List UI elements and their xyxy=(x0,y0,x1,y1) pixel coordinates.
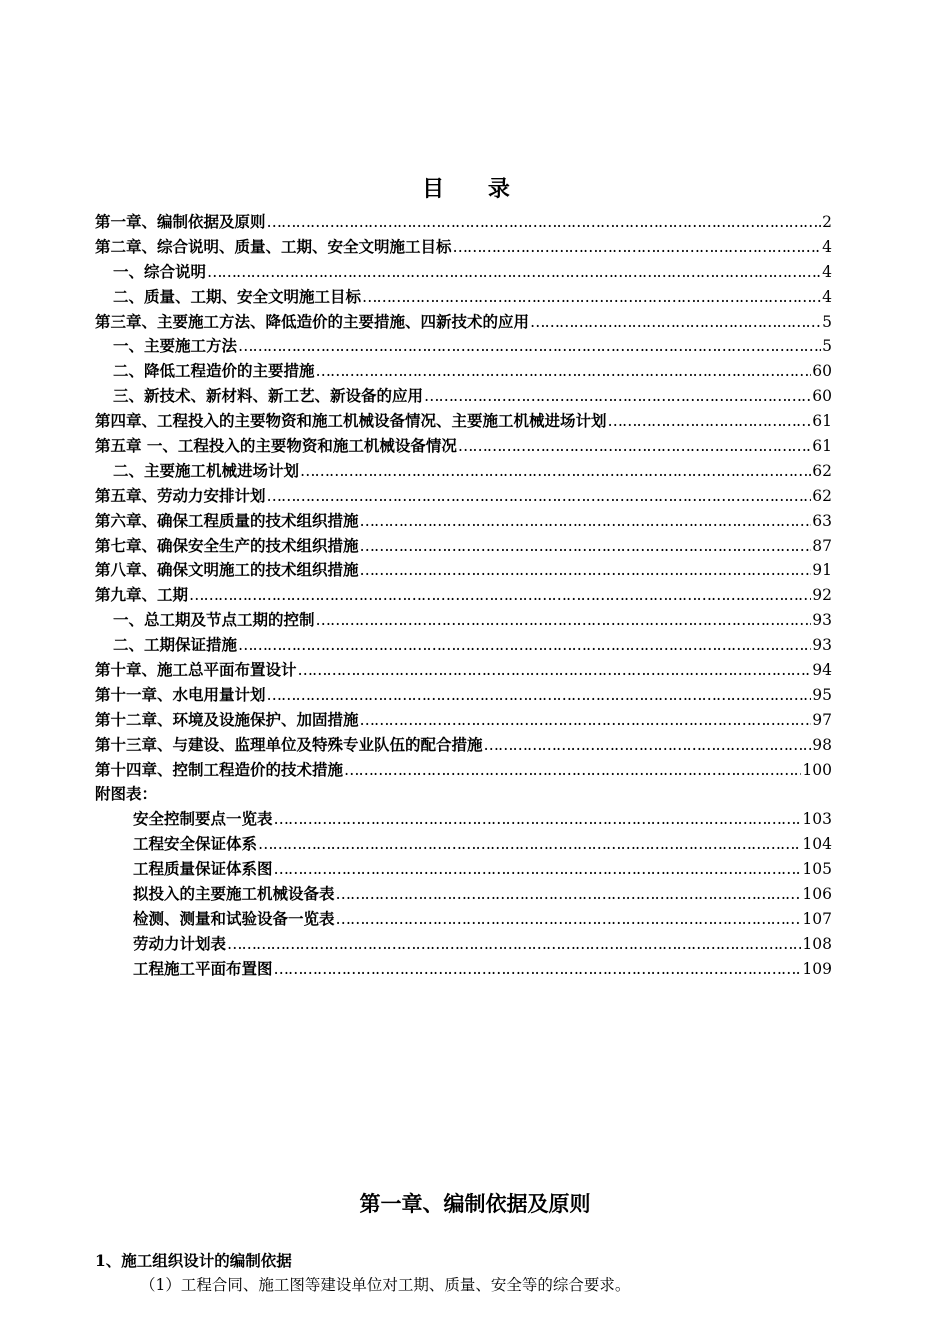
toc-dot-leader xyxy=(453,235,822,260)
toc-dot-leader xyxy=(608,409,812,434)
toc-entry[interactable] xyxy=(95,484,832,509)
toc-entry-page: 108 xyxy=(802,934,832,953)
toc-entry-page: 100 xyxy=(802,760,832,779)
toc-entry-title: 第四章、工程投入的主要物资和施工机械设备情况、主要施工机械进场计划 xyxy=(95,411,607,431)
toc-entry-page: 63 xyxy=(812,511,832,530)
toc-dot-leader xyxy=(316,608,812,633)
toc-entry[interactable] xyxy=(95,608,832,633)
toc-entry-page: 60 xyxy=(812,387,832,406)
toc-entry-title: 第十一章、水电用量计划 xyxy=(95,684,266,704)
toc-entry-page: 61 xyxy=(812,412,832,431)
toc-entry-title: 第五章 一、工程投入的主要物资和施工机械设备情况 xyxy=(95,436,457,456)
toc-entry-title: 检测、测量和试验设备一览表 xyxy=(133,908,335,928)
toc-dot-leader xyxy=(227,932,801,957)
toc-dot-leader xyxy=(207,260,821,285)
toc-entry-page: 4 xyxy=(822,287,832,306)
toc-entry-title: 附图表： xyxy=(95,784,158,804)
toc-dot-leader xyxy=(360,534,812,559)
toc-entry-page: 87 xyxy=(812,536,832,555)
toc-entry[interactable] xyxy=(95,658,832,683)
toc-entry-page: 4 xyxy=(822,262,832,281)
toc-entry-title: 二、质量、工期、安全文明施工目标 xyxy=(113,286,362,306)
toc-dot-leader xyxy=(267,210,822,235)
toc-entry-page: 4 xyxy=(822,237,832,256)
toc-dot-leader xyxy=(484,733,812,758)
toc-entry-page: 104 xyxy=(802,835,832,854)
toc-entry[interactable] xyxy=(95,409,832,434)
toc-entry[interactable] xyxy=(95,708,832,733)
toc-dot-leader xyxy=(344,758,801,783)
body-paragraph: （1）工程合同、施工图等建设单位对工期、质量、安全等的综合要求。 xyxy=(140,1276,631,1294)
toc-entry-title: 二、降低工程造价的主要措施 xyxy=(113,361,315,381)
toc-entry-title: 第十四章、控制工程造价的技术措施 xyxy=(95,759,344,779)
toc-entry[interactable] xyxy=(95,832,832,857)
toc-entry[interactable] xyxy=(95,334,832,359)
toc-entry[interactable] xyxy=(95,235,832,260)
toc-dot-leader xyxy=(238,334,821,359)
chapter-title: 第一章、编制依据及原则 xyxy=(359,1192,591,1216)
toc-entry-page: 60 xyxy=(812,362,832,381)
toc-entry-page: 105 xyxy=(802,860,832,879)
toc-entry-page: 106 xyxy=(802,885,832,904)
toc-entry[interactable] xyxy=(95,882,832,907)
toc-entry[interactable] xyxy=(95,957,832,982)
section-title: 1、施工组织设计的编制依据 xyxy=(95,1251,292,1270)
toc-entry[interactable] xyxy=(95,857,832,882)
toc-dot-leader xyxy=(267,683,812,708)
toc-entry-title: 第六章、确保工程质量的技术组织措施 xyxy=(95,510,359,530)
toc-dot-leader xyxy=(258,832,801,857)
toc-dot-leader xyxy=(267,484,812,509)
toc-entry-title: 工程安全保证体系 xyxy=(133,834,258,854)
toc-entry-page: 62 xyxy=(812,461,832,480)
toc-entry[interactable] xyxy=(95,683,832,708)
toc-entry[interactable] xyxy=(95,459,832,484)
toc-title: 目 录 xyxy=(422,177,528,202)
toc-entry[interactable] xyxy=(95,210,832,235)
toc-entry-title: 一、综合说明 xyxy=(113,261,207,281)
toc-entry-title: 拟投入的主要施工机械设备表 xyxy=(133,884,335,904)
toc-dot-leader xyxy=(274,857,802,882)
toc-entry-title: 第七章、确保安全生产的技术组织措施 xyxy=(95,535,359,555)
toc-entry-title: 第十二章、环境及设施保护、加固措施 xyxy=(95,709,359,729)
toc-entry-title: 一、主要施工方法 xyxy=(113,336,238,356)
toc-entry[interactable] xyxy=(95,285,832,310)
toc-entry-page: 98 xyxy=(812,735,832,754)
toc-entry[interactable] xyxy=(95,534,832,559)
toc-dot-leader xyxy=(316,359,812,384)
toc-entry[interactable] xyxy=(95,733,832,758)
toc-entry-title: 二、主要施工机械进场计划 xyxy=(113,460,300,480)
toc-dot-leader xyxy=(360,708,812,733)
toc-dot-leader xyxy=(530,310,821,335)
toc-entry[interactable] xyxy=(95,633,832,658)
toc-entry-title: 工程质量保证体系图 xyxy=(133,859,273,879)
toc-entry[interactable] xyxy=(95,932,832,957)
toc-entry-title: 第五章、劳动力安排计划 xyxy=(95,485,266,505)
toc-dot-leader xyxy=(189,583,811,608)
toc-entry-page: 93 xyxy=(812,611,832,630)
toc-entry-title: 第三章、主要施工方法、降低造价的主要措施、四新技术的应用 xyxy=(95,311,530,331)
toc-entry-page: 109 xyxy=(802,959,832,978)
toc-entry[interactable] xyxy=(95,310,832,335)
toc-dot-leader xyxy=(274,957,802,982)
toc-entry[interactable] xyxy=(95,359,832,384)
toc-dot-leader xyxy=(360,509,812,534)
toc-entry-page: 91 xyxy=(812,561,832,580)
toc-entry[interactable] xyxy=(95,807,832,832)
toc-entry-page: 95 xyxy=(812,685,832,704)
toc-entry[interactable] xyxy=(95,260,832,285)
toc-dot-leader xyxy=(362,285,821,310)
toc-entry-page: 2 xyxy=(822,213,832,231)
toc-entry-title: 第十三章、与建设、监理单位及特殊专业队伍的配合措施 xyxy=(95,734,483,754)
toc-entry-page: 94 xyxy=(812,661,832,680)
toc-entry-page: 92 xyxy=(812,586,832,605)
toc-entry-page: 62 xyxy=(812,486,832,505)
toc-entry[interactable] xyxy=(95,558,832,583)
table-of-contents xyxy=(95,210,832,982)
toc-entry[interactable] xyxy=(95,434,832,459)
toc-entry[interactable] xyxy=(95,907,832,932)
toc-entry-title: 安全控制要点一览表 xyxy=(133,809,273,829)
toc-entry-page: 103 xyxy=(802,810,832,829)
toc-dot-leader xyxy=(300,459,811,484)
toc-dot-leader xyxy=(424,384,811,409)
toc-entry[interactable] xyxy=(95,509,832,534)
toc-dot-leader xyxy=(336,907,802,932)
toc-entry-page: 5 xyxy=(822,337,832,356)
toc-dot-leader xyxy=(238,633,811,658)
toc-entry-title: 第八章、确保文明施工的技术组织措施 xyxy=(95,560,359,580)
toc-entry-page: 61 xyxy=(812,437,832,456)
toc-entry-title: 第二章、综合说明、质量、工期、安全文明施工目标 xyxy=(95,236,452,256)
toc-entry[interactable] xyxy=(95,384,832,409)
toc-entry-title: 工程施工平面布置图 xyxy=(133,958,273,978)
toc-entry-title: 劳动力计划表 xyxy=(133,933,227,953)
toc-entry-page: 97 xyxy=(812,710,832,729)
toc-entry-title: 三、新技术、新材料、新工艺、新设备的应用 xyxy=(113,386,424,406)
toc-entry-page: 93 xyxy=(812,636,832,655)
toc-dot-leader xyxy=(336,882,802,907)
toc-entry-title: 第十章、施工总平面布置设计 xyxy=(95,660,297,680)
toc-entry-title: 一、总工期及节点工期的控制 xyxy=(113,610,315,630)
toc-entry[interactable] xyxy=(95,758,832,783)
toc-dot-leader xyxy=(458,434,811,459)
toc-dot-leader xyxy=(360,558,812,583)
toc-entry-title: 二、工期保证措施 xyxy=(113,635,238,655)
toc-entry-page: 5 xyxy=(822,312,832,331)
toc-entry-title: 第一章、编制依据及原则 xyxy=(95,212,266,231)
toc-dot-leader xyxy=(298,658,812,683)
toc-entry-title: 第九章、工期 xyxy=(95,585,189,605)
toc-entry[interactable] xyxy=(95,782,832,807)
toc-dot-leader xyxy=(274,807,802,832)
toc-entry[interactable] xyxy=(95,583,832,608)
toc-entry-page: 107 xyxy=(802,909,832,928)
